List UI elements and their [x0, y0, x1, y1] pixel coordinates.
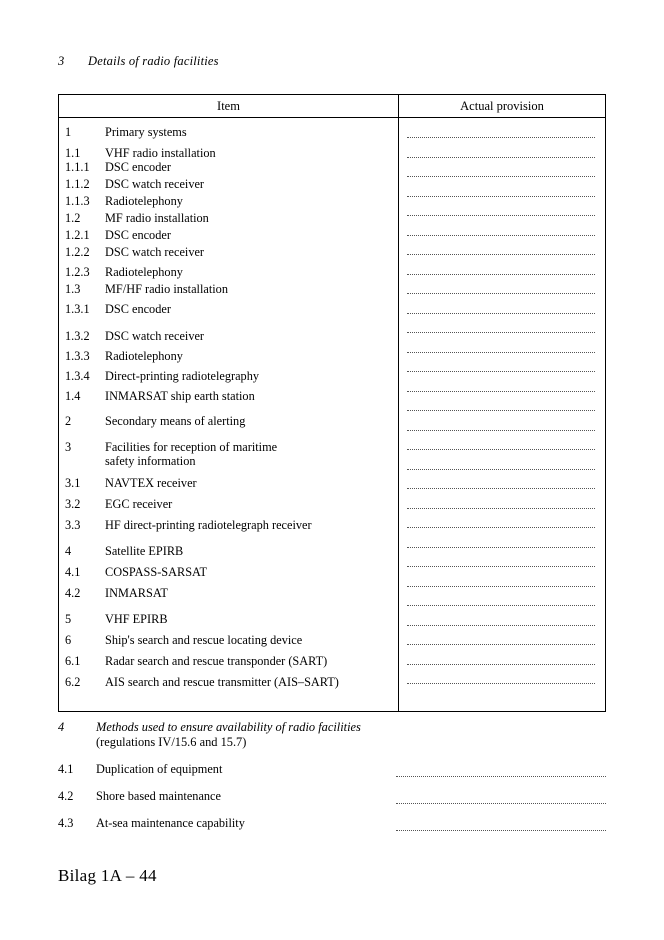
table-row [59, 633, 398, 647]
table-row [59, 302, 398, 316]
row-label [105, 369, 398, 383]
provision-write-line[interactable] [407, 274, 595, 275]
table-row [59, 282, 398, 296]
provision-write-line[interactable] [407, 508, 595, 509]
row-label [105, 160, 398, 174]
provision-write-line[interactable] [407, 332, 595, 333]
row-index: 1.3.1 [65, 302, 90, 316]
table-body [59, 118, 605, 711]
row-label-line1: Radar search and rescue transponder (SART) [105, 654, 328, 668]
row-label [105, 389, 398, 403]
provision-write-line[interactable] [407, 527, 595, 528]
row-index: 3.2 [65, 497, 81, 511]
section-4-write-line[interactable] [396, 765, 606, 777]
provision-write-line[interactable] [407, 157, 595, 158]
row-label [105, 302, 398, 316]
table-row [59, 476, 398, 490]
section-4-number: 4 [58, 720, 65, 734]
table-header-row [59, 95, 605, 118]
section-4-write-line[interactable] [396, 792, 606, 804]
section-3-heading [58, 54, 598, 69]
row-label-line1: MF radio installation [105, 211, 209, 225]
row-label-line1: EGC receiver [105, 497, 173, 511]
table-row [59, 245, 398, 259]
page-footer: Bilag 1A – 44 [58, 866, 157, 885]
row-label-line1: Radiotelephony [105, 194, 183, 208]
section-4-heading [58, 720, 606, 750]
section-3-number: 3 [58, 54, 65, 68]
row-index: 3.3 [65, 518, 81, 532]
row-label [105, 476, 398, 490]
section-4-row-label: Duplication of equipment [96, 762, 223, 776]
row-label [105, 586, 398, 600]
table-row [59, 211, 398, 225]
row-label-line1: INMARSAT [105, 586, 168, 600]
row-label [105, 565, 398, 579]
table-row [59, 194, 398, 208]
row-index: 5 [65, 612, 72, 626]
row-label [105, 440, 398, 468]
table-row [59, 265, 398, 279]
column-header-actual-provision: Actual provision [460, 99, 544, 113]
row-label [105, 125, 398, 139]
row-label [105, 265, 398, 279]
row-index: 6.1 [65, 654, 81, 668]
row-label [105, 194, 398, 208]
row-index: 4.2 [65, 586, 81, 600]
provision-write-line[interactable] [407, 137, 595, 138]
row-index: 6.2 [65, 675, 81, 689]
table-row [59, 389, 398, 403]
row-index: 4.1 [65, 565, 81, 579]
row-label-line1: AIS search and rescue transmitter (AIS–SART) [105, 675, 339, 689]
table-row [59, 329, 398, 343]
item-column [59, 118, 399, 711]
table-row [59, 675, 398, 689]
row-index: 1.3.3 [65, 349, 90, 363]
row-index: 1.1 [65, 146, 81, 160]
section-4-row-number: 4.3 [58, 816, 74, 830]
section-4-row [58, 816, 606, 831]
row-index: 1.1.2 [65, 177, 90, 191]
row-label [105, 146, 398, 160]
provision-write-line[interactable] [407, 488, 595, 489]
provision-write-line[interactable] [407, 625, 595, 626]
column-header-item: Item [59, 95, 399, 117]
row-label-line1: Primary systems [105, 125, 187, 139]
provision-write-line[interactable] [407, 293, 595, 294]
row-index: 4 [65, 544, 72, 558]
row-label-line1: Secondary means of alerting [105, 414, 246, 428]
section-4-rows [58, 762, 606, 831]
table-row [59, 125, 398, 139]
table-row [59, 586, 398, 600]
row-index: 1.1.1 [65, 160, 90, 174]
row-index: 1.2.1 [65, 228, 90, 242]
section-4-row [58, 789, 606, 804]
row-label-line1: MF/HF radio installation [105, 282, 228, 296]
section-3-title: Details of radio facilities [88, 54, 219, 68]
row-label-line1: DSC watch receiver [105, 245, 205, 259]
provision-write-line[interactable] [407, 176, 595, 177]
table-row [59, 544, 398, 558]
provision-write-line[interactable] [407, 254, 595, 255]
row-label [105, 282, 398, 296]
table-row [59, 349, 398, 363]
provision-write-line[interactable] [407, 371, 595, 372]
section-4-row-number: 4.2 [58, 789, 74, 803]
actual-provision-column[interactable] [399, 118, 605, 711]
row-label-line1: COSPASS-SARSAT [105, 565, 208, 579]
provision-write-line[interactable] [407, 469, 595, 470]
provision-write-line[interactable] [407, 410, 595, 411]
row-index: 1.2.3 [65, 265, 90, 279]
provision-write-line[interactable] [407, 644, 595, 645]
row-label [105, 211, 398, 225]
row-label-line1: Radiotelephony [105, 265, 183, 279]
row-label [105, 349, 398, 363]
row-label-line1: INMARSAT ship earth station [105, 389, 255, 403]
row-label [105, 544, 398, 558]
row-label-line1: Facilities for reception of maritime [105, 440, 278, 454]
section-4-write-line[interactable] [396, 819, 606, 831]
row-label [105, 329, 398, 343]
row-index: 1.3 [65, 282, 81, 296]
section-4 [58, 720, 606, 831]
row-label [105, 228, 398, 242]
row-label-line1: DSC encoder [105, 160, 171, 174]
table-row [59, 497, 398, 511]
row-label-line1: HF direct-printing radiotelegraph receiver [105, 518, 312, 532]
row-label-line1: DSC encoder [105, 228, 171, 242]
table-row [59, 160, 398, 174]
provision-write-line[interactable] [407, 566, 595, 567]
row-label-line1: DSC watch receiver [105, 329, 205, 343]
provision-write-line[interactable] [407, 215, 595, 216]
row-index: 1.2.2 [65, 245, 90, 259]
provision-write-line[interactable] [407, 449, 595, 450]
table-row [59, 565, 398, 579]
row-label-line1: NAVTEX receiver [105, 476, 197, 490]
row-label-line1: DSC encoder [105, 302, 171, 316]
row-index: 2 [65, 414, 72, 428]
row-label-line2: safety information [105, 454, 196, 468]
row-label [105, 675, 398, 689]
row-index: 1.3.2 [65, 329, 90, 343]
section-4-row-label: Shore based maintenance [96, 789, 221, 803]
section-4-subtitle: (regulations IV/15.6 and 15.7) [96, 735, 247, 749]
row-label [105, 177, 398, 191]
section-4-row [58, 762, 606, 777]
provision-write-line[interactable] [407, 664, 595, 665]
table-row [59, 177, 398, 191]
row-label-line1: VHF EPIRB [105, 612, 168, 626]
provision-write-line[interactable] [407, 683, 595, 684]
provision-write-line[interactable] [407, 235, 595, 236]
table-row [59, 654, 398, 668]
row-label-line1: Satellite EPIRB [105, 544, 184, 558]
table-row [59, 146, 398, 160]
table-row [59, 228, 398, 242]
row-label-line1: Radiotelephony [105, 349, 183, 363]
section-4-row-label: At-sea maintenance capability [96, 816, 245, 830]
row-index: 3.1 [65, 476, 81, 490]
row-label [105, 633, 398, 647]
provision-write-line[interactable] [407, 313, 595, 314]
row-index: 6 [65, 633, 72, 647]
provision-write-line[interactable] [407, 605, 595, 606]
row-label [105, 497, 398, 511]
provision-write-line[interactable] [407, 352, 595, 353]
provision-write-line[interactable] [407, 430, 595, 431]
row-label-line1: Direct-printing radiotelegraphy [105, 369, 259, 383]
table-row [59, 414, 398, 428]
row-index: 1.3.4 [65, 369, 90, 383]
provision-write-line[interactable] [407, 391, 595, 392]
section-4-title: Methods used to ensure availability of radio facilities [96, 720, 361, 734]
section-4-row-number: 4.1 [58, 762, 74, 776]
row-label [105, 654, 398, 668]
table-row [59, 518, 398, 532]
row-label [105, 414, 398, 428]
table-row [59, 440, 398, 468]
row-label [105, 612, 398, 626]
provision-write-line[interactable] [407, 196, 595, 197]
row-index: 1.4 [65, 389, 81, 403]
radio-facilities-table [58, 94, 606, 712]
row-index: 1.1.3 [65, 194, 90, 208]
row-label-line1: DSC watch receiver [105, 177, 205, 191]
table-row [59, 369, 398, 383]
provision-write-line[interactable] [407, 547, 595, 548]
row-index: 3 [65, 440, 72, 454]
row-label-line1: Ship's search and rescue locating device [105, 633, 303, 647]
row-index: 1 [65, 125, 72, 139]
row-index: 1.2 [65, 211, 81, 225]
provision-write-line[interactable] [407, 586, 595, 587]
table-row [59, 612, 398, 626]
row-label [105, 245, 398, 259]
row-label-line1: VHF radio installation [105, 146, 216, 160]
row-label [105, 518, 398, 532]
